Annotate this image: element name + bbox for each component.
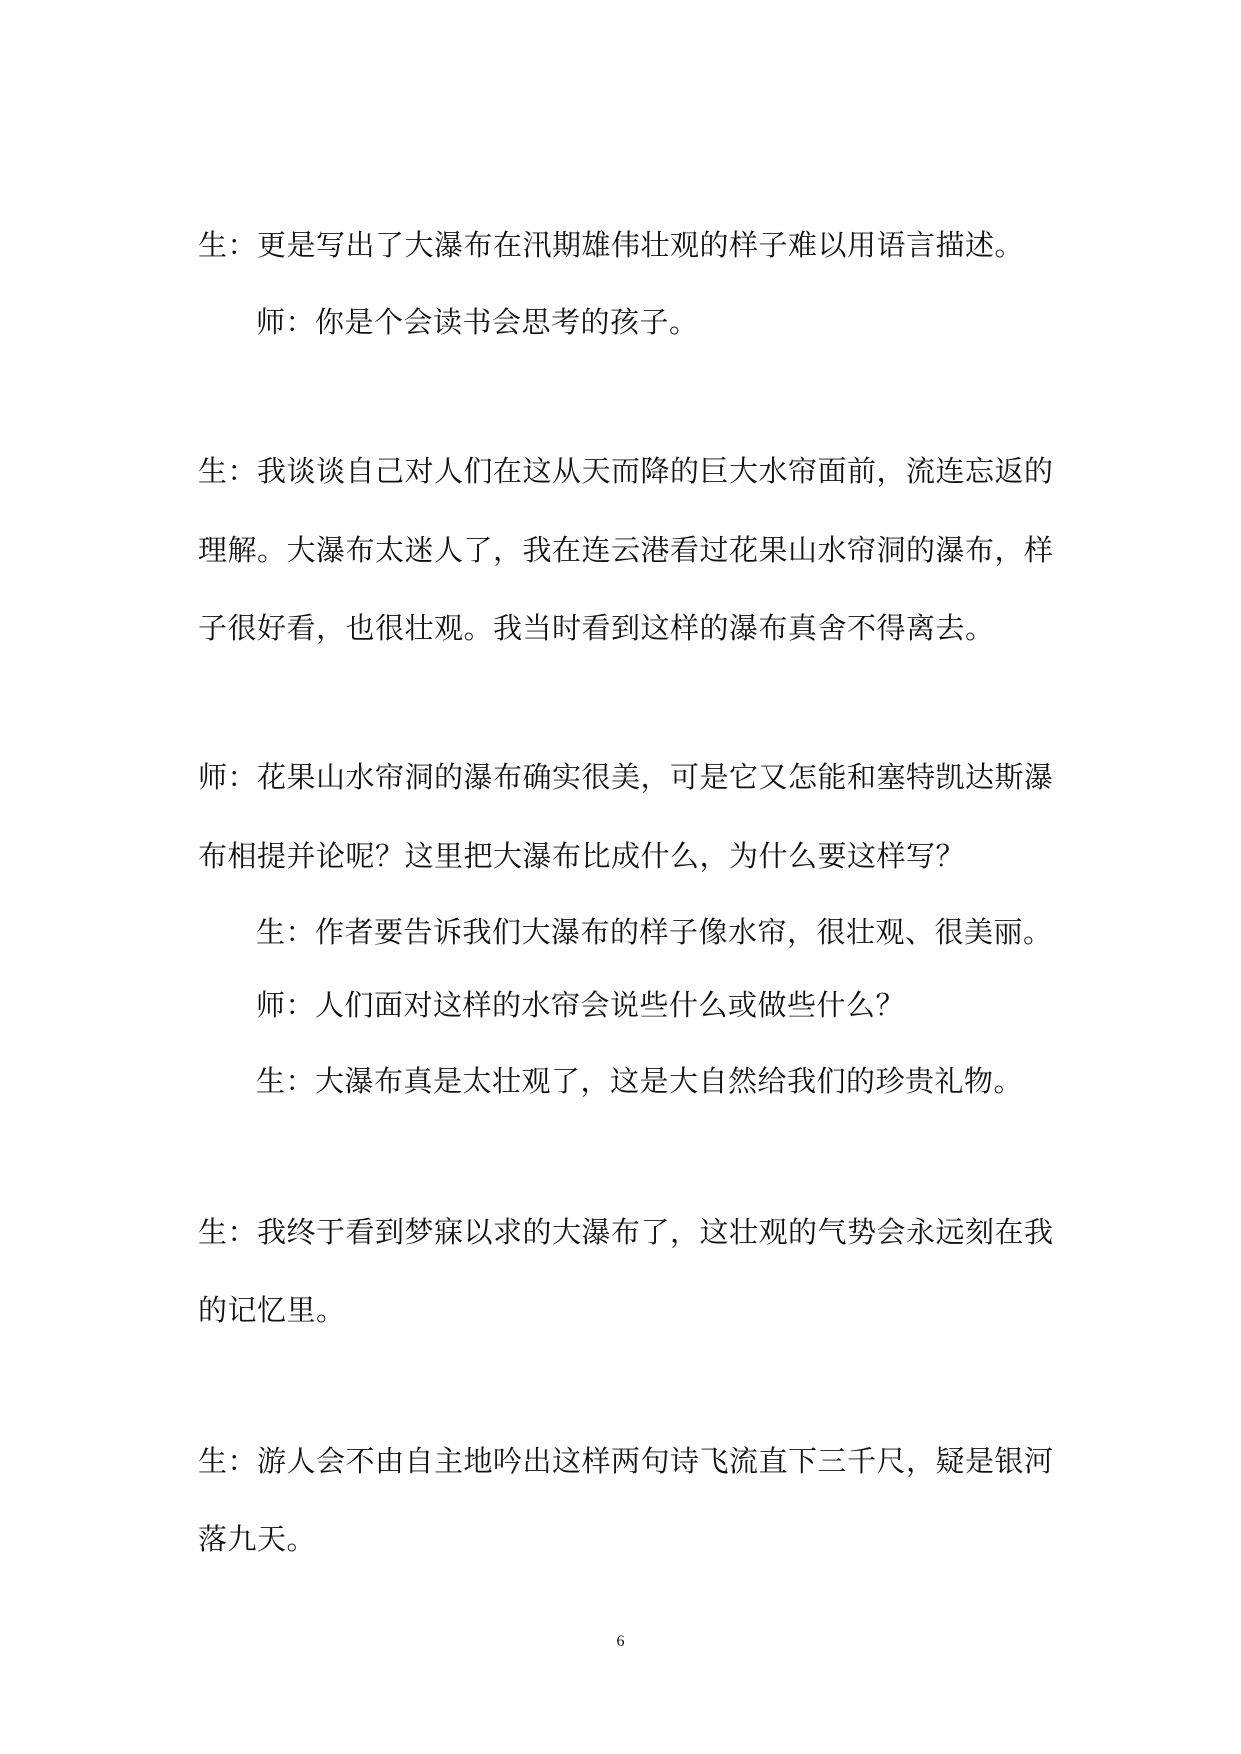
text-line: 生：我谈谈自己对人们在这从天而降的巨大水帘面前，流连忘返的 (198, 454, 1054, 488)
text-line: 的记忆里。 (198, 1293, 346, 1327)
text-line: 师：花果山水帘洞的瀑布确实很美，可是它又怎能和塞特凯达斯瀑 (198, 760, 1054, 794)
text-line: 布相提并论呢？这里把大瀑布比成什么，为什么要这样写？ (198, 839, 966, 873)
text-line: 子很好看，也很壮观。我当时看到这样的瀑布真舍不得离去。 (198, 611, 995, 645)
page-number: 6 (616, 1633, 625, 1650)
text-line: 理解。大瀑布太迷人了，我在连云港看过花果山水帘洞的瀑布，样 (198, 533, 1054, 567)
text-line: 生：更是写出了大瀑布在汛期雄伟壮观的样子难以用语言描述。 (198, 228, 1025, 262)
text-line: 生：游人会不由自主地吟出这样两句诗飞流直下三千尺，疑是银河 (198, 1444, 1054, 1478)
text-line: 师：人们面对这样的水帘会说些什么或做些什么？ (256, 988, 906, 1022)
text-line: 生：我终于看到梦寐以求的大瀑布了，这壮观的气势会永远刻在我 (198, 1215, 1054, 1249)
text-line: 落九天。 (198, 1522, 317, 1556)
text-line: 师：你是个会读书会思考的孩子。 (256, 305, 699, 339)
text-line: 生：作者要告诉我们大瀑布的样子像水帘，很壮观、很美丽。 (256, 915, 1053, 949)
text-line: 生：大瀑布真是太壮观了，这是大自然给我们的珍贵礼物。 (256, 1064, 1024, 1098)
